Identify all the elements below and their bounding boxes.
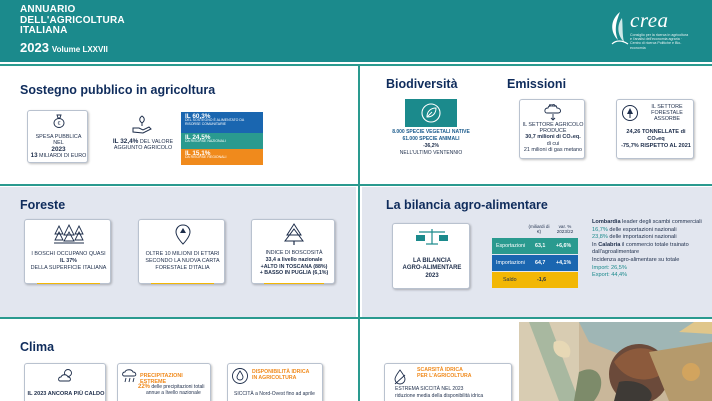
divider-bottom xyxy=(0,317,712,319)
idrica-title-2: IN AGRICOLTURA xyxy=(252,375,297,381)
caldo-text: IL 2023 ANCORA PIÙ CALDO xyxy=(27,391,105,397)
bio-line2: 61.000 SPECIE ANIMALI xyxy=(402,136,460,142)
logo-subtitle: Consiglio per la ricerca in agricoltura e l'analisi dell'economia agraria · Centro di ricerca Politiche e Bio-economia xyxy=(630,33,689,50)
idrica-title-1: DISPONIBILITÀ IDRICA xyxy=(252,369,310,375)
for-ass-line3: ASSORBE xyxy=(653,116,681,123)
emi-line1: IL SETTORE AGRICOLO xyxy=(522,122,584,128)
idrica-text: SICCITÀ a Nord-Ovest fino ad aprile xyxy=(234,391,315,397)
map-pin-icon xyxy=(173,224,193,246)
spesa-unit: MILIARDI DI EURO xyxy=(39,153,87,160)
forestale-heading xyxy=(641,104,693,123)
precipitazioni-pct: 22% xyxy=(138,384,151,390)
co2-icon-label: CO₂ xyxy=(548,103,558,108)
lombardia-text: leader degli scambi commerciali xyxy=(620,219,702,225)
precipitazioni-line1: delle precipitazioni totali xyxy=(151,384,205,390)
painting-image xyxy=(519,322,712,401)
bio-line4: NELL'ULTIMO VENTENNIO xyxy=(399,150,463,156)
boscosita-text xyxy=(252,250,336,277)
boschi-line2: IL 37% xyxy=(60,258,77,264)
report-year xyxy=(20,40,108,55)
title-line-2: DELL'AGRICOLTURA xyxy=(20,14,125,26)
bar-nazionali-text: DA RISORSE NAZIONALI xyxy=(185,139,226,144)
table-row xyxy=(492,255,578,271)
bar-comunitarie xyxy=(181,112,263,133)
bar-nazionali xyxy=(181,133,263,149)
emi-line2: PRODUCE xyxy=(539,128,567,135)
idrica-title xyxy=(252,369,309,381)
boschi-line3: DELLA SUPERFICIE ITALIANA xyxy=(30,265,107,271)
row-value: 64,7 xyxy=(535,260,546,266)
boschi-text xyxy=(25,251,112,272)
volume-label: Volume LXXVII xyxy=(51,45,108,54)
ettari-card xyxy=(138,219,225,284)
export-pct: 16,7% xyxy=(592,226,608,233)
row-label: Saldo xyxy=(503,277,517,283)
calabria-text: il commercio totale trainato dall'agroalimentare xyxy=(592,241,689,256)
ettari-underline xyxy=(151,283,214,284)
boscosita-line4: + BASSO IN PUGLIA (6,1%) xyxy=(259,270,329,277)
incidenza-import: Import: 26,5% xyxy=(592,264,627,271)
biodiversita-block xyxy=(392,99,470,163)
emissioni-title: Emissioni xyxy=(507,77,567,91)
scarsita-title xyxy=(417,367,471,379)
money-bag-icon xyxy=(53,114,65,128)
for-ass-line1: IL SETTORE xyxy=(651,104,683,110)
logo-name: crea xyxy=(630,8,669,32)
ettari-text xyxy=(139,251,226,272)
spesa-line2: NEL xyxy=(53,140,64,147)
divider-middle xyxy=(0,184,712,186)
idrica-card xyxy=(227,363,323,401)
boscosita-card xyxy=(251,219,335,284)
divider-vertical xyxy=(358,66,360,401)
decorative-painting xyxy=(519,322,712,401)
sostegno-title: Sostegno pubblico in agricoltura xyxy=(20,83,216,97)
boscosita-underline xyxy=(264,283,324,284)
bar-comunitarie-value: IL 60,3% xyxy=(185,112,211,120)
foreste-title: Foreste xyxy=(20,198,66,212)
boschi-underline xyxy=(37,283,100,284)
row-value: 63,1 xyxy=(535,243,546,249)
risorse-bars xyxy=(181,112,263,165)
emi-line5: 21 milioni di gas metano xyxy=(523,146,583,153)
emi-line3: 30,7 milioni di CO₂eq. xyxy=(525,134,581,141)
forestale-values xyxy=(617,129,695,150)
ettari-line2: SECONDO LA NUOVA CARTA xyxy=(145,258,220,264)
col-miliardi: (miliardi di €) xyxy=(528,224,550,234)
scarsita-title-2: PER L'AGRICOLTURA xyxy=(417,373,472,380)
gauge-drop-icon xyxy=(231,367,249,385)
scale-icon xyxy=(415,228,449,246)
bilancia-description xyxy=(592,219,708,280)
row-var: +6,6% xyxy=(556,243,572,249)
bilancia-line3: 2023 xyxy=(425,272,439,279)
scarsita-card xyxy=(384,363,512,401)
import-pct: 23,8% xyxy=(592,234,608,241)
biodiversita-icon-box xyxy=(405,99,457,127)
bilancia-table xyxy=(492,224,578,289)
crea-logo xyxy=(604,6,694,56)
precipitazioni-line2: annue a livello nazionale xyxy=(146,390,201,397)
spesa-value: 13 xyxy=(30,152,38,160)
report-title xyxy=(20,5,125,37)
valore-aggiunto-text xyxy=(107,139,179,151)
biodiversita-text xyxy=(392,129,470,157)
row-value: -1,6 xyxy=(537,277,547,283)
row-var: +4,1% xyxy=(556,260,572,266)
title-line-1: ANNUARIO xyxy=(20,4,76,15)
water-drop-icon xyxy=(391,368,409,386)
scarsita-line1: ESTREMA SICCITÀ NEL 2023 xyxy=(395,386,464,392)
tree-icon xyxy=(282,223,306,245)
ettari-line3: FORESTALE D'ITALIA xyxy=(155,265,210,271)
export-text: delle esportazioni nazionali xyxy=(607,226,677,233)
bar-nazionali-value: IL 24,5% xyxy=(185,133,211,141)
bar-regionali xyxy=(181,149,263,165)
table-row xyxy=(492,272,578,288)
ettari-line1: OLTRE 10 MILIONI DI ETTARI xyxy=(145,251,220,257)
title-line-3: ITALIANA xyxy=(20,25,68,36)
bio-line1: 8.000 SPECIE VEGETALI NATIVE xyxy=(392,129,470,135)
calabria-label: Calabria xyxy=(598,241,621,248)
scarsita-title-1: SCARSITÀ IDRICA xyxy=(417,367,463,373)
import-text: delle importazioni nazionali xyxy=(607,234,677,241)
bilancia-title: La bilancia agro-alimentare xyxy=(386,198,548,212)
bilancia-card-text xyxy=(393,258,471,280)
spesa-line1: SPESA PUBBLICA xyxy=(35,134,82,140)
incidenza-text: Incidenza agro-alimentare su totale xyxy=(592,256,680,263)
scarsita-line2: riduzione media della disponibilità idrica xyxy=(395,392,484,399)
caldo-card xyxy=(24,363,106,401)
bar-regionali-value: IL 15,1% xyxy=(185,149,211,157)
bilancia-line1: LA BILANCIA xyxy=(412,258,452,264)
boschi-line1: I BOSCHI OCCUPANO QUASI xyxy=(31,251,106,257)
spesa-year: 2023 xyxy=(51,145,66,153)
crea-leaf-icon xyxy=(606,10,630,50)
header-banner xyxy=(0,0,712,62)
leaf-animal-icon xyxy=(405,99,457,127)
precipitazioni-card xyxy=(117,363,211,401)
emissioni-text xyxy=(520,122,586,153)
row-label: Importazioni xyxy=(496,260,525,266)
clima-title: Clima xyxy=(20,340,55,354)
boscosita-line3: +ALTO IN TOSCANA (88%) xyxy=(260,263,328,270)
bilancia-line2: AGRO-ALIMENTARE xyxy=(402,265,462,272)
scarsita-text xyxy=(395,386,511,399)
lombardia-label: Lombardia xyxy=(592,219,621,225)
rain-cloud-icon xyxy=(121,367,139,385)
bar-comunitarie-text: DEL SOSTEGNO È ALIMENTATO DA RISORSE COMUNITARIE xyxy=(185,118,244,126)
bio-line3: -36,2% xyxy=(423,143,439,149)
hand-plant-icon xyxy=(131,113,153,135)
emi-line4: di cui xyxy=(546,140,560,147)
spesa-pubblica-card xyxy=(27,110,88,163)
svg-text:€: € xyxy=(57,121,61,127)
valore-aggiunto-pct: IL 32,4% xyxy=(112,138,139,145)
for-ass-line5: -75,7% RISPETTO AL 2021 xyxy=(621,143,691,149)
precipitazioni-title: PRECIPITAZIONI ESTREME xyxy=(140,373,183,385)
valore-aggiunto-desc: DEL VALORE AGGIUNTO AGRICOLO xyxy=(113,139,174,152)
emissioni-card xyxy=(519,99,585,159)
for-ass-line4: 24,26 TONNELLATE di CO₂eq xyxy=(626,129,686,142)
forest-icon xyxy=(54,224,84,244)
boscosita-line1: INDICE DI BOSCOSITÀ xyxy=(265,250,323,256)
calabria-pre: In xyxy=(592,241,599,248)
table-row xyxy=(492,238,578,254)
for-ass-line2: FORESTALE xyxy=(651,110,683,117)
biodiversita-title: Biodiversità xyxy=(386,77,458,91)
tree-cycle-icon xyxy=(621,104,639,122)
forestale-card xyxy=(616,99,694,159)
year-label: 2023 xyxy=(20,40,49,55)
precipitazioni-text xyxy=(138,384,210,396)
row-label: Esportazioni xyxy=(496,243,526,249)
bilancia-card xyxy=(392,223,470,289)
boscosita-line2: 33,4 a livello nazionale xyxy=(265,256,323,263)
incidenza-export: Export: 44,4% xyxy=(592,272,628,279)
sun-cloud-icon xyxy=(57,367,75,385)
spesa-text xyxy=(28,134,89,160)
col-variazione: var. % 2023/22 xyxy=(556,224,574,234)
boschi-card xyxy=(24,219,111,284)
bar-regionali-text: DA RISORSE REGIONALI xyxy=(185,155,227,160)
